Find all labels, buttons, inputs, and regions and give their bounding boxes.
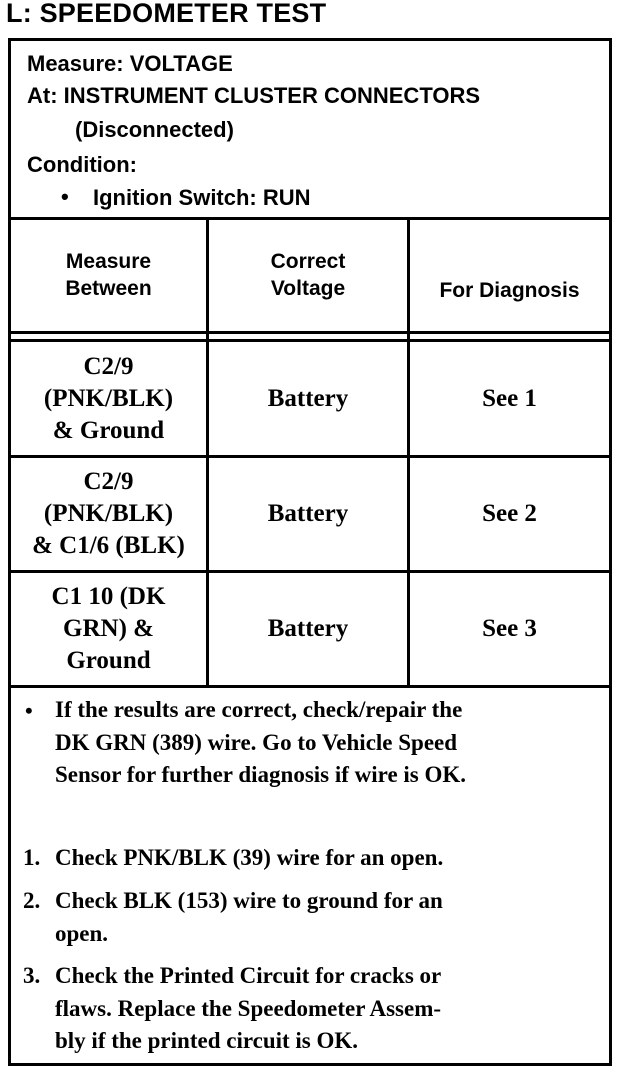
- page-title: L: SPEEDOMETER TEST: [6, 0, 327, 28]
- step-3-text: [55, 960, 441, 1058]
- result-note: [55, 694, 466, 792]
- table-row-1-between: [11, 342, 206, 455]
- step-line: Check the Printed Circuit for cracks or: [55, 963, 442, 988]
- cell-line: & C1/6 (BLK): [32, 532, 185, 559]
- step-line: bly if the printed circuit is OK.: [55, 1028, 359, 1054]
- table-row-2-diagnosis: See 2: [482, 500, 537, 527]
- cell-line: GRN) &: [63, 615, 154, 642]
- step-2-number: 2.: [23, 888, 41, 913]
- column-header-line: Between: [65, 276, 152, 300]
- table-row-1-diagnosis: See 1: [482, 384, 537, 412]
- condition-bullet: •: [61, 184, 69, 209]
- table-row-3-diagnosis: See 3: [482, 615, 537, 642]
- column-header-line: Voltage: [270, 276, 346, 300]
- cell-line: C2/9: [83, 468, 134, 495]
- test-conditions: [11, 41, 609, 220]
- cell-line: C1 10 (DK: [51, 583, 166, 610]
- condition-item: Ignition Switch: RUN: [93, 185, 311, 210]
- note-bullet: •: [25, 698, 33, 723]
- column-header-line: Measure: [65, 249, 152, 273]
- table-row-3-between: [11, 573, 206, 685]
- measure-line: Measure: VOLTAGE: [27, 51, 233, 76]
- measurement-table: [11, 220, 609, 685]
- step-1-text: [55, 842, 443, 875]
- step-line: open.: [55, 920, 109, 946]
- note-line: If the results are correct, check/repair the: [55, 697, 463, 722]
- location-note: (Disconnected): [75, 117, 234, 142]
- step-line: Check BLK (153) wire to ground for an: [55, 888, 443, 913]
- column-header-correct-voltage: [209, 220, 407, 331]
- column-header-line: For Diagnosis: [439, 279, 580, 303]
- test-frame: [8, 38, 612, 1066]
- condition-label: Condition:: [27, 152, 137, 177]
- table-row-2-between: [11, 458, 206, 570]
- step-line: Check PNK/BLK (39) wire for an open.: [55, 845, 444, 870]
- cell-line: (PNK/BLK): [43, 500, 174, 527]
- note-line: DK GRN (389) wire. Go to Vehicle Speed: [55, 729, 458, 755]
- diagnosis-notes: [11, 685, 609, 1066]
- note-line: Sensor for further diagnosis if wire is OK.: [55, 762, 467, 788]
- table-row-2-voltage: Battery: [267, 500, 349, 527]
- column-header-line: Correct: [270, 249, 346, 273]
- step-line: flaws. Replace the Speedometer Assem-: [55, 995, 442, 1021]
- column-header-for-diagnosis: [410, 220, 609, 331]
- cell-line: (PNK/BLK): [43, 384, 174, 412]
- step-3-number: 3.: [23, 963, 41, 988]
- column-header-measure-between: [11, 220, 206, 331]
- table-row-3-voltage: Battery: [267, 615, 349, 642]
- step-2-text: [55, 885, 443, 950]
- step-1-number: 1.: [23, 845, 41, 870]
- location-line: At: INSTRUMENT CLUSTER CONNECTORS: [27, 83, 481, 108]
- cell-line: C2/9: [83, 352, 134, 380]
- cell-line: & Ground: [52, 416, 165, 444]
- header-divider: [11, 331, 609, 334]
- table-row-1-voltage: Battery: [267, 384, 349, 412]
- cell-line: Ground: [66, 647, 151, 674]
